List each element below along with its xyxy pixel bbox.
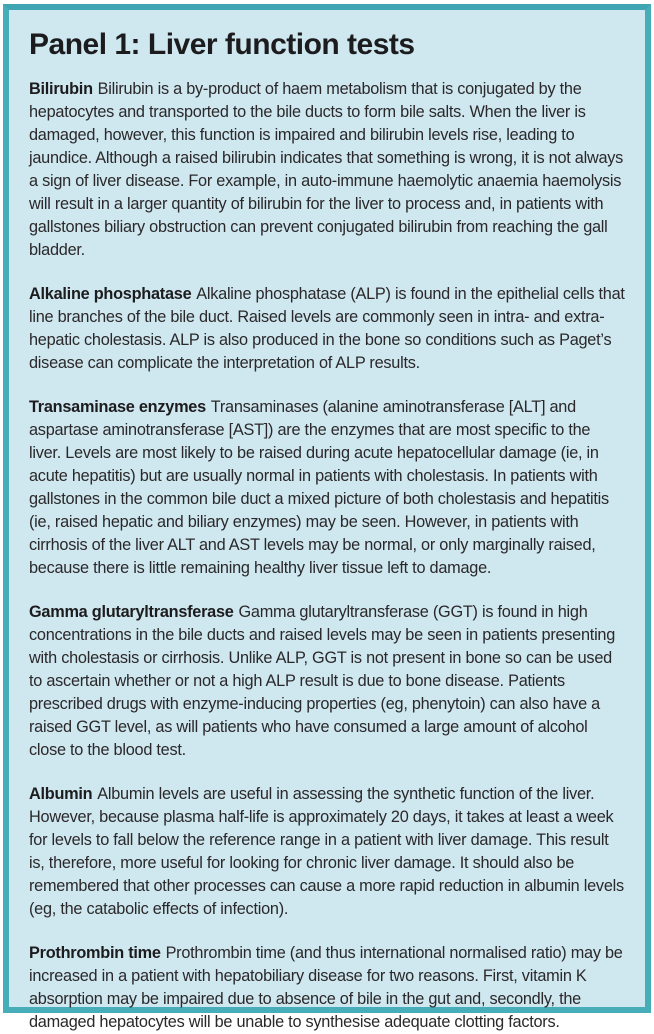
section-albumin bbox=[29, 783, 625, 921]
section-term-transaminase-enzymes: Transaminase enzymes bbox=[29, 398, 206, 416]
section-term-alkaline-phosphatase: Alkaline phosphatase bbox=[29, 285, 192, 303]
section-alkaline-phosphatase bbox=[29, 283, 625, 375]
liver-function-tests-panel bbox=[3, 4, 651, 1031]
section-prothrombin-time bbox=[29, 942, 625, 1034]
section-gamma-glutaryltransferase bbox=[29, 601, 625, 762]
section-body-transaminase-enzymes: Transaminases (alanine aminotransferase [ALT] and aspartase aminotransferase [AST]) are the enzymes that are most specific to the liver. Levels are most likely to be raised during acute hepatocellular damage (ie, in acute hepatitis) but are usually normal in patients with cholestasis. In patients with gallstones in the common bile duct a mixed picture of both cholestasis and hepatitis (ie, raised hepatic and biliary enzymes) may be seen. However, in patients with cirrhosis of the liver ALT and AST levels may be normal, or only marginally raised, because there is little remaining healthy liver tissue left to damage. bbox=[29, 398, 609, 577]
section-term-gamma-glutaryltransferase: Gamma glutaryltransferase bbox=[29, 603, 234, 621]
section-transaminase-enzymes bbox=[29, 396, 625, 580]
section-body-bilirubin: Bilirubin is a by-product of haem metabolism that is conjugated by the hepatocytes and transported to the bile ducts to form bile salts. When the liver is damaged, however, this function is impaired and bilirubin levels rise, leading to jaundice. Although a raised bilirubin indicates that something is wrong, it is not always a sign of liver disease. For example, in auto-immune haemolytic anaemia haemolysis will result in a larger quantity of bilirubin for the liver to process and, in patients with gallstones biliary obstruction can prevent conjugated bilirubin from reaching the gall bladder. bbox=[29, 80, 624, 259]
section-term-prothrombin-time: Prothrombin time bbox=[29, 944, 161, 962]
section-body-prothrombin-time: Prothrombin time (and thus international normalised ratio) may be increased in a patient with hepatobiliary disease for two reasons. First, vitamin K absorption may be impaired due to absence of bile in the gut and, secondly, the damaged hepatocytes will be unable to synthesise adequate clotting factors. bbox=[29, 944, 623, 1031]
section-body-alkaline-phosphatase: Alkaline phosphatase (ALP) is found in the epithelial cells that line branches of the bile duct. Raised levels are commonly seen in intra- and extra-hepatic cholestasis. ALP is also produced in the bone so conditions such as Paget’s disease can complicate the interpretation of ALP results. bbox=[29, 285, 625, 372]
section-bilirubin bbox=[29, 78, 625, 262]
panel-title: Panel 1: Liver function tests bbox=[29, 28, 415, 61]
section-body-gamma-glutaryltransferase: Gamma glutaryltransferase (GGT) is found in high concentrations in the bile ducts and raised levels may be seen in patients presenting with cholestasis or cirrhosis. Unlike ALP, GGT is not present in bone so can be used to ascertain whether or not a high ALP result is due to bone disease. Patients prescribed drugs with enzyme-inducing properties (eg, phenytoin) can also have a raised GGT level, as will patients who have consumed a large amount of alcohol close to the blood test. bbox=[29, 603, 616, 759]
section-term-albumin: Albumin bbox=[29, 785, 93, 803]
section-term-bilirubin: Bilirubin bbox=[29, 80, 93, 98]
section-body-albumin: Albumin levels are useful in assessing the synthetic function of the liver. However, because plasma half-life is approximately 20 days, it takes at least a week for levels to fall below the reference range in a patient with liver damage. This result is, therefore, more useful for looking for chronic liver damage. It should also be remembered that other processes can cause a more rapid reduction in albumin levels (eg, the catabolic effects of infection). bbox=[29, 785, 624, 918]
